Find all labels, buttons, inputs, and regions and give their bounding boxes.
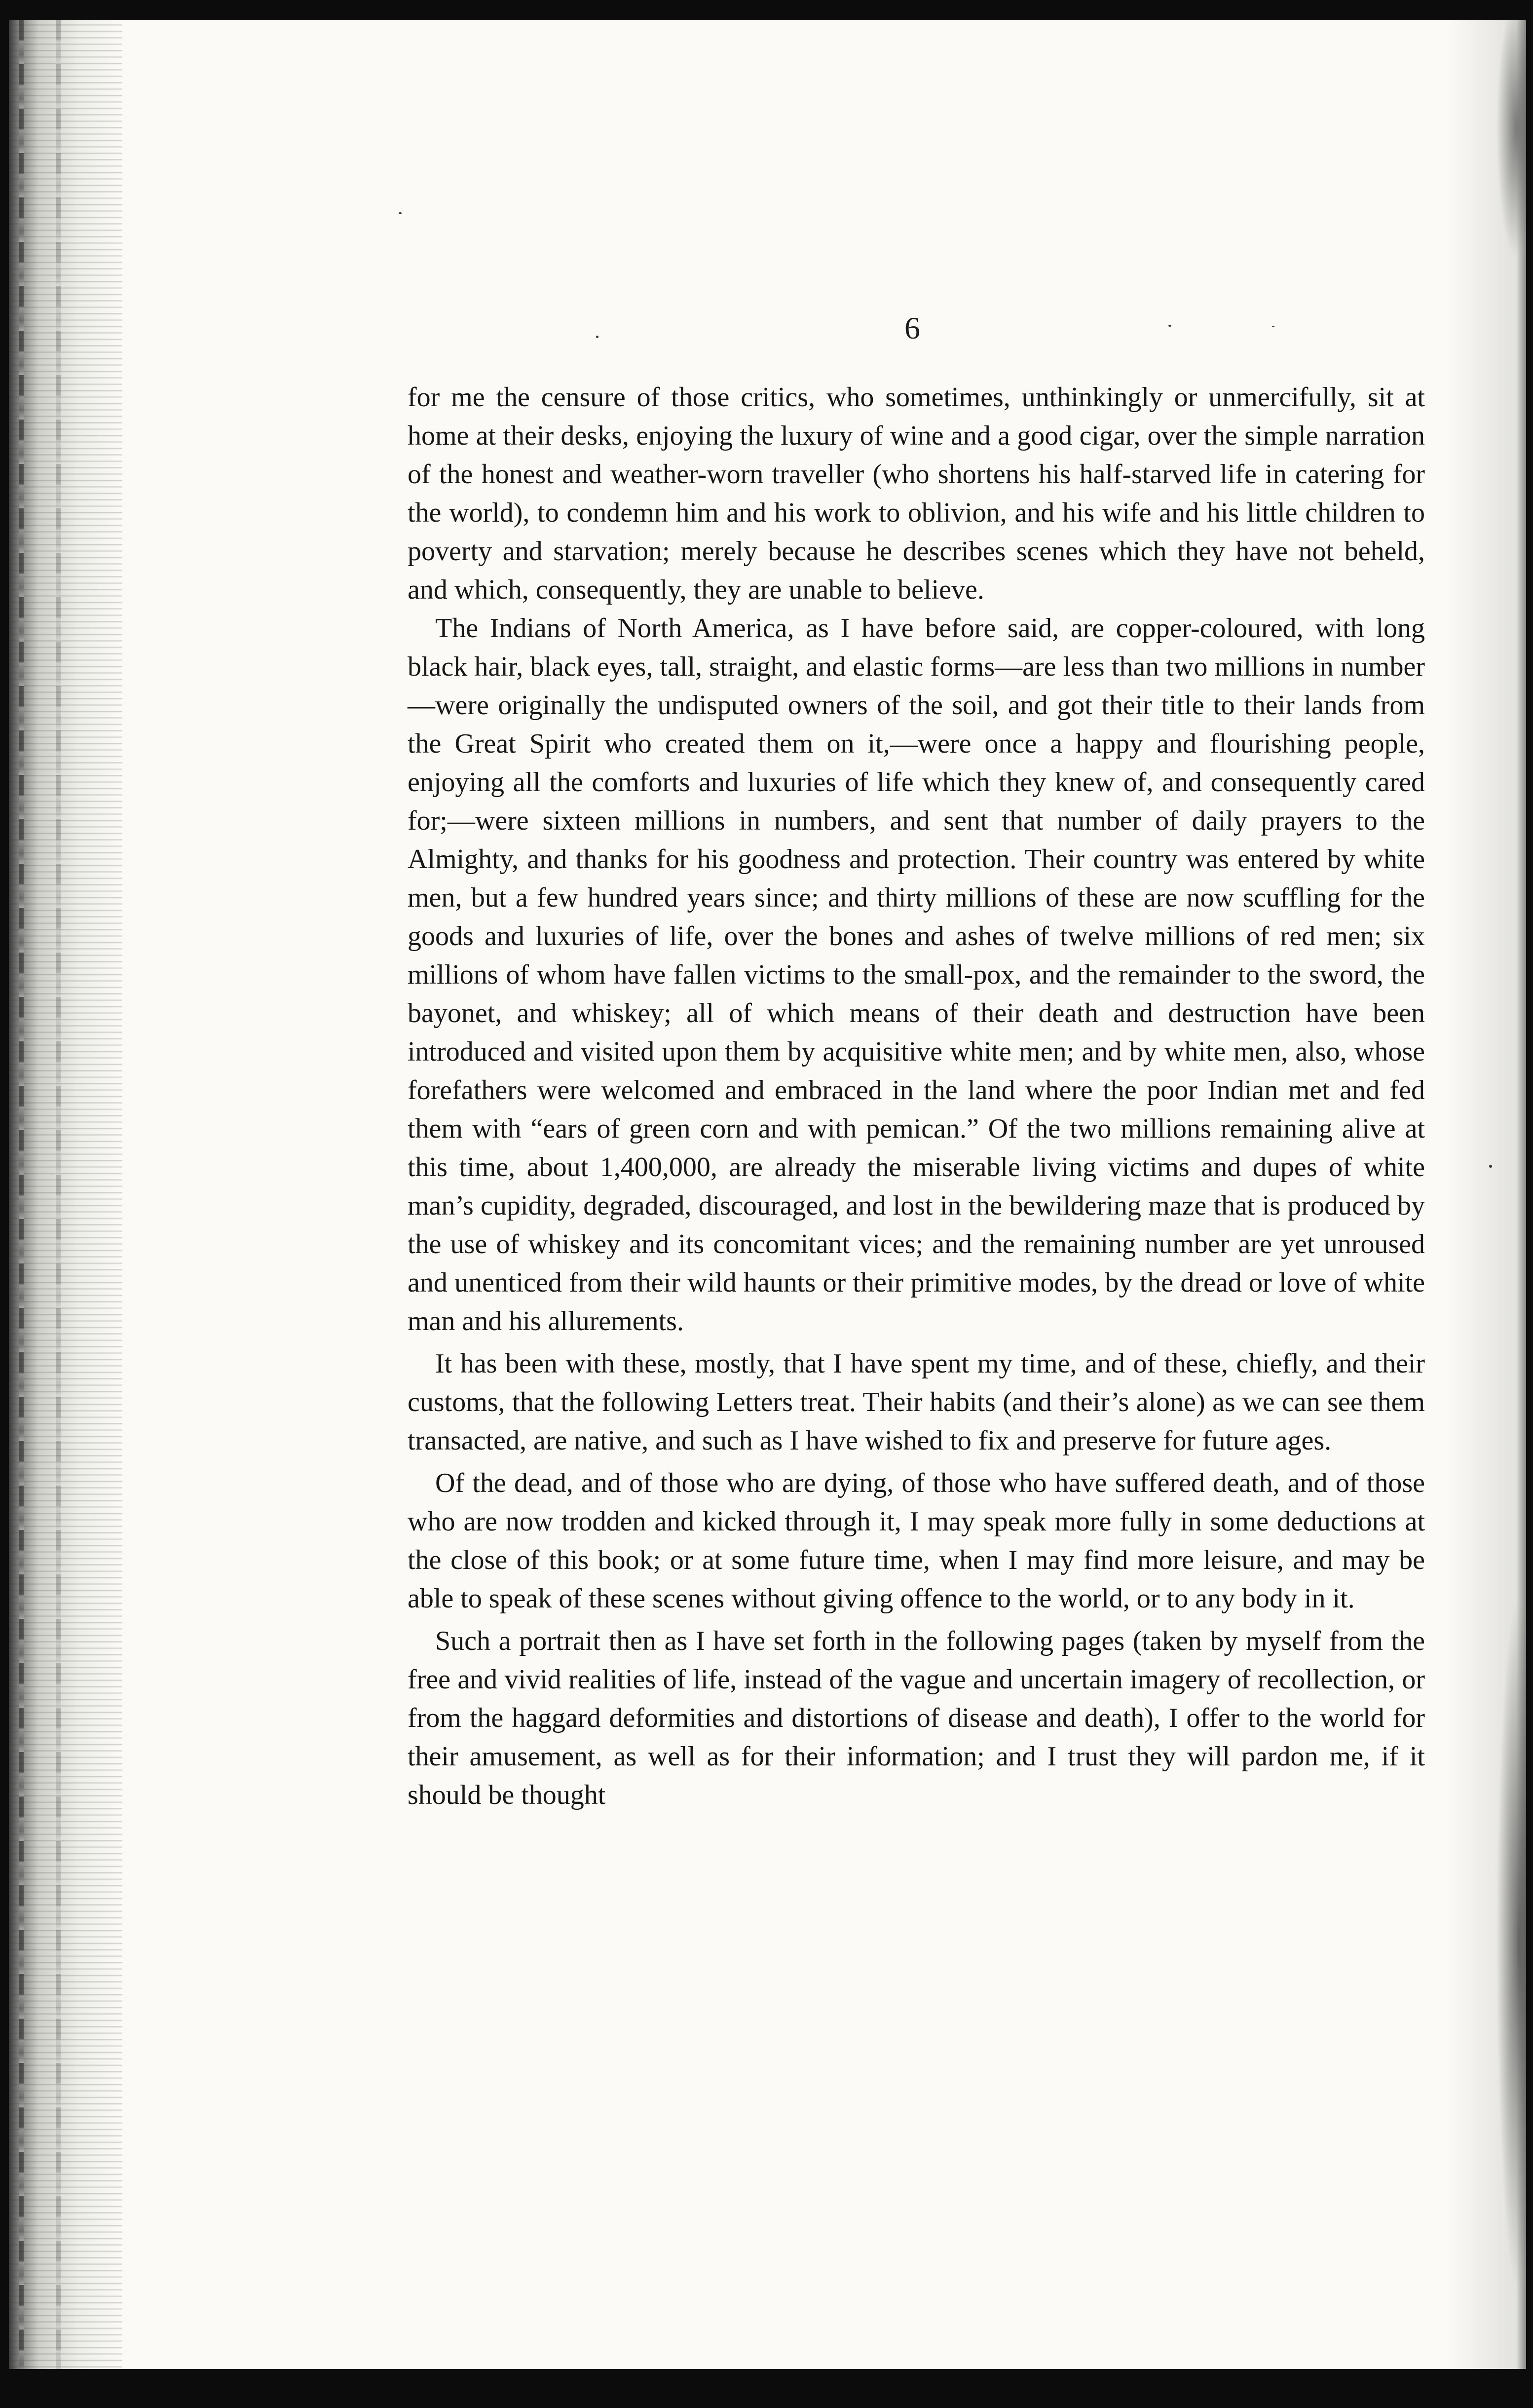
scan-speck xyxy=(596,336,598,338)
scan-speck xyxy=(1168,325,1171,327)
body-text xyxy=(408,378,1425,1814)
scan-speck xyxy=(399,212,402,214)
paragraph: Of the dead, and of those who are dying, of those who have suffered death, and of those who are now trodden and kicked through it, I may speak more fully in some deductions at the close of this book; or at some future time, when I may find more leisure, and may be able to speak of these scenes without giving offence to the world, or to any body in it. xyxy=(408,1468,1425,1614)
scan-speck xyxy=(1489,1165,1492,1168)
binding-edge-strip xyxy=(56,20,61,2369)
paragraph: for me the censure of those critics, who sometimes, unthinkingly or unmercifully, sit at home at their desks, enjoying the luxury of wine and a good cigar, over the simple narration of the honest and weather-worn traveller (who shortens his half-starved life in catering for the world), to condemn him and his work to oblivion, and his wife and his little children to poverty and starvation; merely because he describes scenes which they have not beheld, and which, consequently, they are unable to believe. xyxy=(408,382,1425,605)
binding-edge-strip xyxy=(19,20,24,2369)
binding-gutter xyxy=(9,20,122,2369)
paragraph: Such a portrait then as I have set forth in the following pages (taken by myself from the free and vivid realities of life, instead of the vague and uncertain imagery of recollection, or from the haggard deformities and distortions of disease and death), I offer to the world for their amusement, as well as for their information; and I trust they will pardon me, if it should be thought xyxy=(408,1626,1425,1810)
scanned-page xyxy=(9,20,1526,2369)
scan-speck xyxy=(1272,326,1274,327)
page-number: 6 xyxy=(904,310,920,345)
paragraph: The Indians of North America, as I have before said, are copper-coloured, with long black hair, black eyes, tall, straight, and elastic forms—are less than two millions in number—were originally the undisputed owners of the soil, and got their title to their lands from the Great Spirit who created them on it,—were once a happy and flourishing people, enjoying all the comforts and luxuries of life which they knew of, and consequently cared for;—were sixteen millions in numbers, and sent that number of daily prayers to the Almighty, and thanks for his goodness and protection. Their country was entered by white men, but a few hundred years since; and thirty millions of these are now scuffling for the goods and luxuries of life, over the bones and ashes of twelve millions of red men; six millions of whom have fallen victims to the small-pox, and the remainder to the sword, the bayonet, and whiskey; all of which means of their death and destruction have been introduced and visited upon them by acquisitive white men; and by white men, also, whose forefathers were welcomed and embraced in the land where the poor Indian met and fed them with “ears of green corn and with pemican.” Of the two millions remaining alive at this time, about 1,400,000, are already the miserable living victims and dupes of white man’s cupidity, degraded, discouraged, and lost in the bewildering maze that is produced by the use of whiskey and its concomitant vices; and the remaining number are yet unroused and unenticed from their wild haunts or their primitive modes, by the dread or love of white man and his allurements. xyxy=(408,613,1425,1337)
paragraph: It has been with these, mostly, that I have spent my time, and of these, chiefly, and their customs, that the following Letters treat. Their habits (and their’s alone) as we can see them transacted, are native, and such as I have wished to fix and preserve for future ages. xyxy=(408,1348,1425,1456)
page-edge-shading xyxy=(1447,20,1526,2369)
